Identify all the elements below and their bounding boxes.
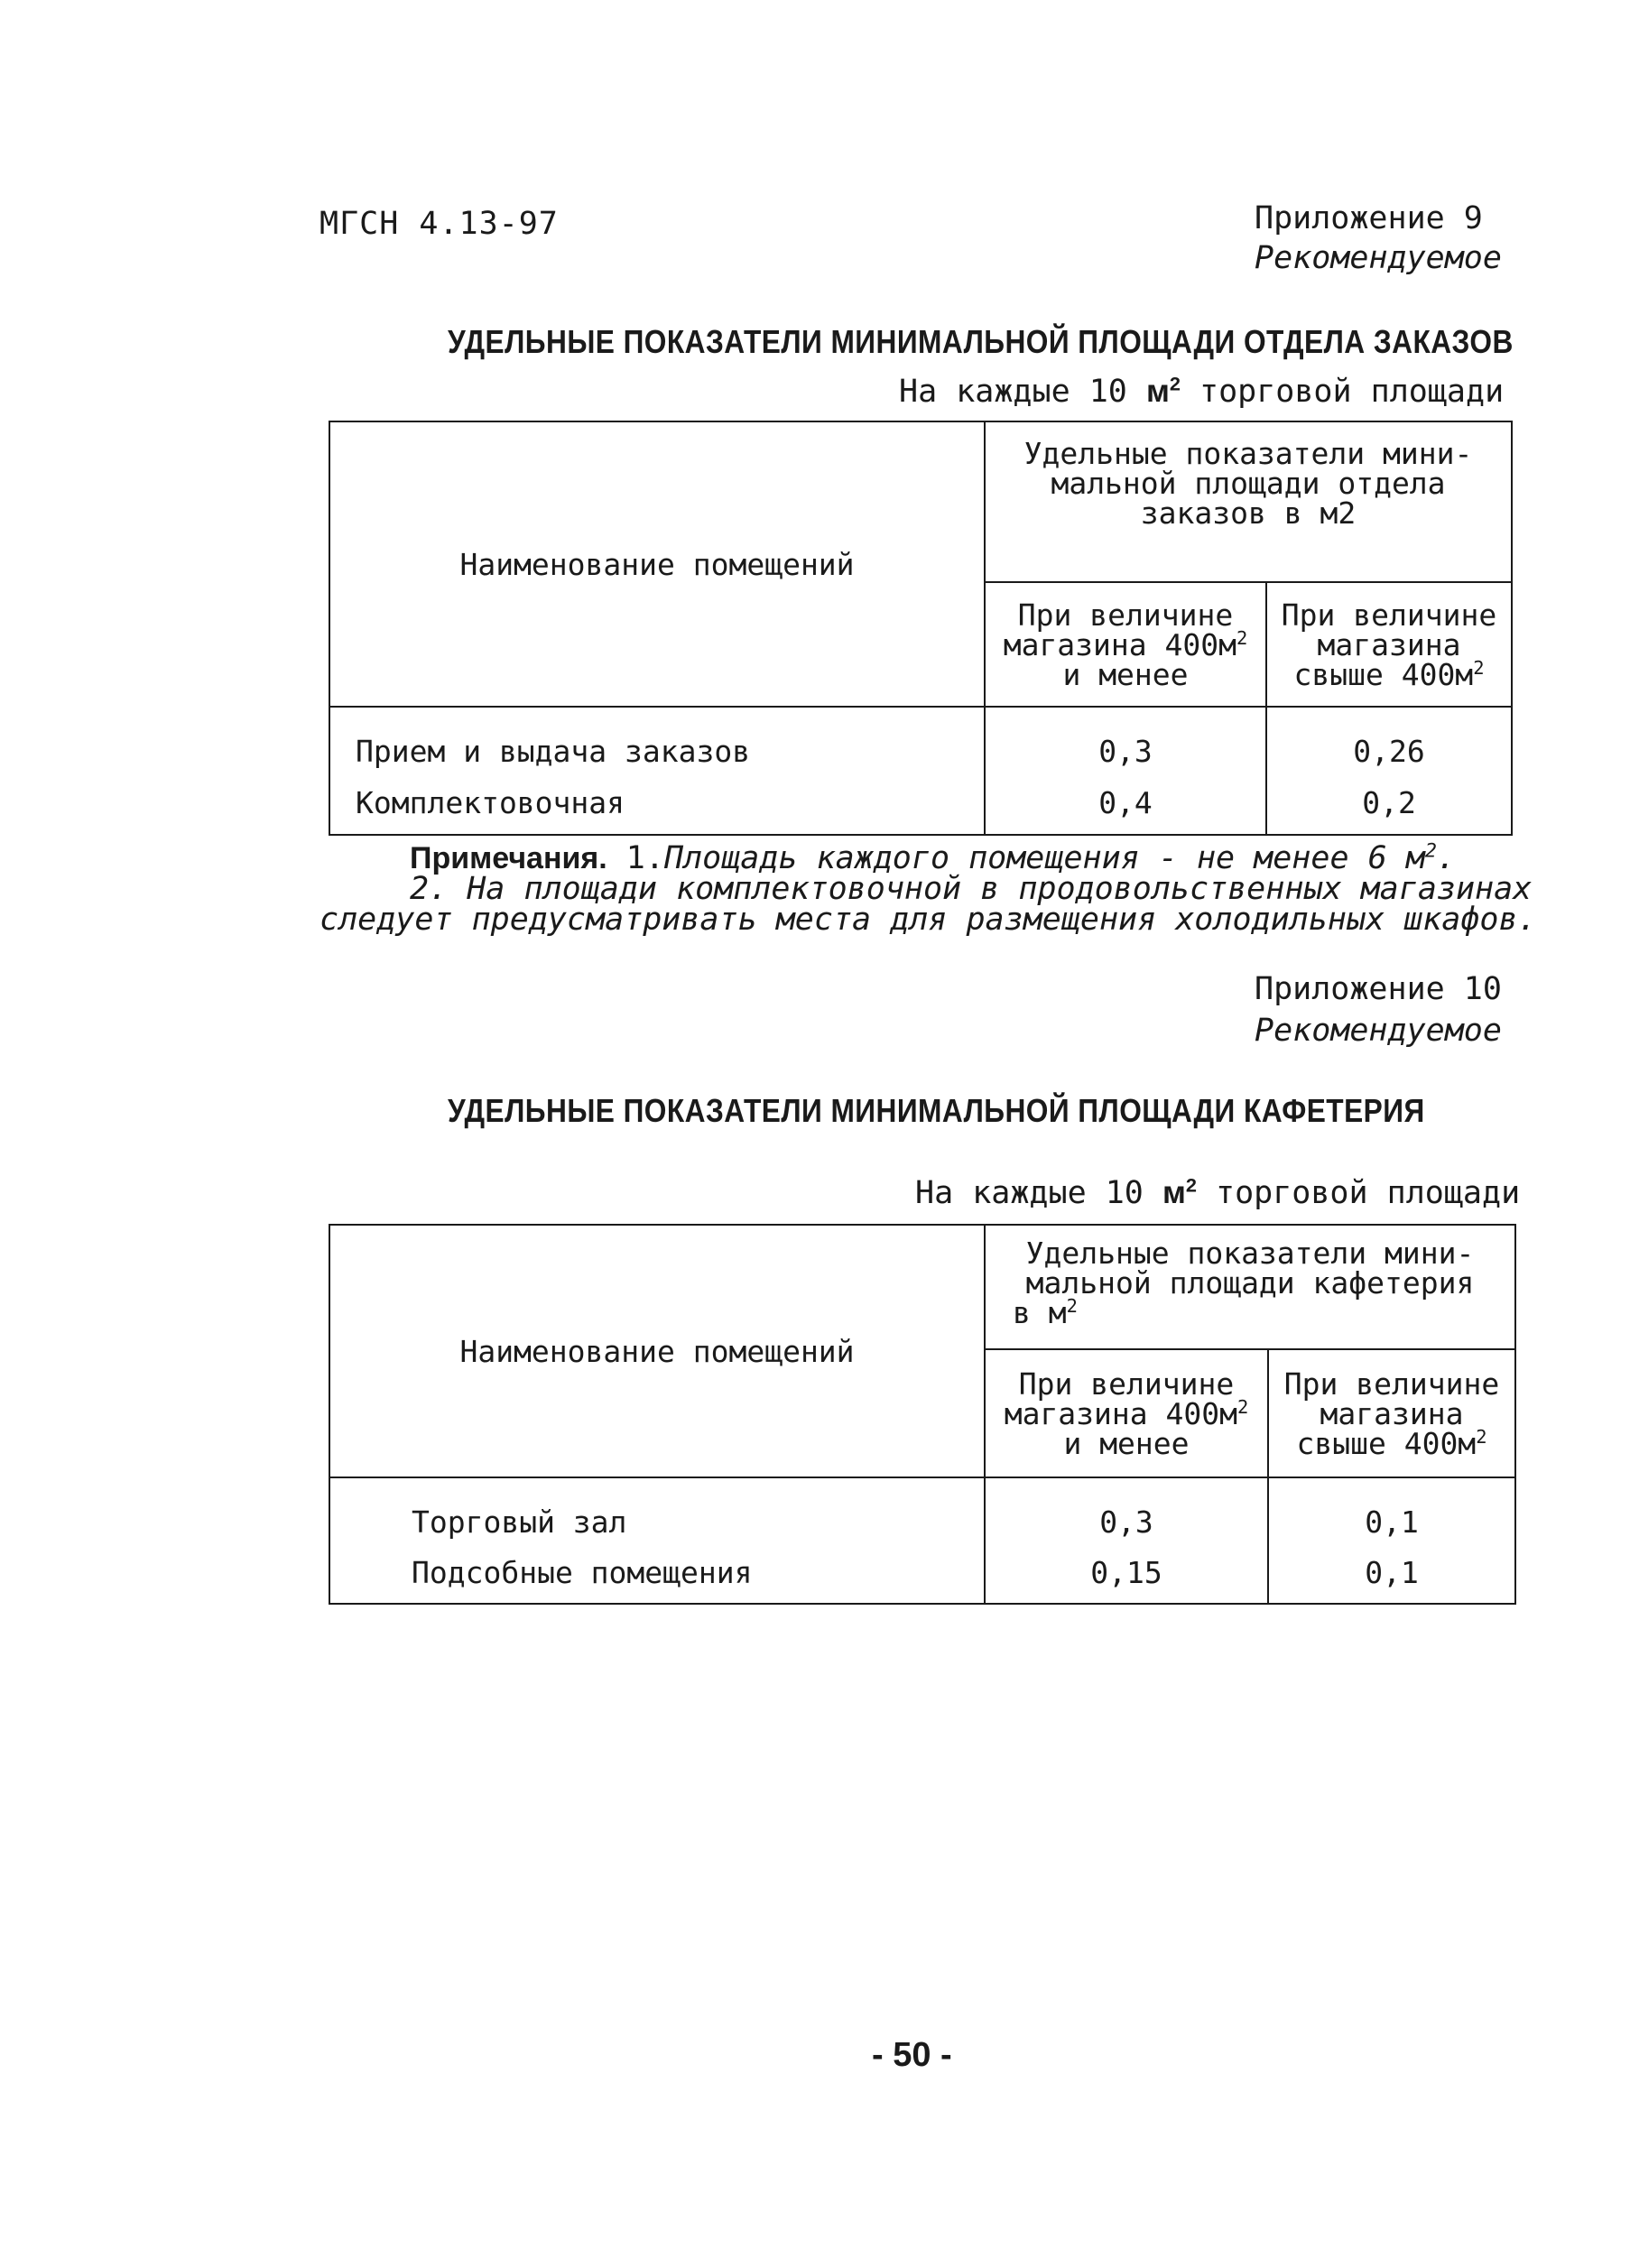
column-group-header: Удельные показатели мини- мальной площади отдела заказов в м2 [985, 421, 1512, 582]
unit-suffix: торговой площади [1199, 374, 1505, 410]
unit-suffix: торговой площади [1216, 1175, 1521, 1211]
appendix-9-title: УДЕЛЬНЫЕ ПОКАЗАТЕЛИ МИНИМАЛЬНОЙ ПЛОЩАДИ ОТДЕЛА ЗАКАЗОВ [448, 323, 1514, 360]
value-large-store: 0,26 [1266, 707, 1512, 772]
appendix-9-unit-note [899, 374, 1504, 410]
column-header-small-store: При величине магазина $400м^2$ и менее [985, 582, 1266, 707]
row-name: Подсобные помещения [329, 1542, 985, 1604]
column-header-large-store: При величине магазина свыше $400м^2$ [1266, 582, 1512, 707]
column-header-large-store: При величине магазина свыше $400м^2$ [1268, 1349, 1515, 1477]
note-2: 2. На площади комплектовочной в продовольственных магазинах [410, 871, 1533, 907]
appendix-9-label: Приложение 9 [1255, 200, 1483, 236]
appendix-10-table [329, 1224, 1516, 1605]
appendix-9-type: Рекомендуемое [1255, 240, 1502, 276]
notes-label: Примечания. [410, 841, 607, 875]
unit-symbol: $м^2$ [1162, 1173, 1197, 1210]
note-1: Площадь каждого помещения - не менее 6 $м^2$. [663, 839, 1456, 876]
appendix-10-label: Приложение 10 [1255, 971, 1502, 1007]
table-row [329, 1477, 1515, 1542]
value-small-store: 0,15 [985, 1542, 1268, 1604]
row-name: Торговый зал [329, 1477, 985, 1542]
unit-prefix: На каждые 10 [915, 1175, 1144, 1211]
unit-symbol: $м^2$ [1145, 372, 1181, 409]
value-small-store: 0,3 [985, 707, 1266, 772]
table-row [329, 1542, 1515, 1604]
note-2-continued: следует предусматривать места для размещения холодильных шкафов. [320, 902, 1537, 938]
appendix-10-unit-note [915, 1175, 1520, 1211]
column-header-room-name: Наименование помещений [329, 1225, 985, 1477]
page-number: - 50 - [872, 2036, 952, 2074]
row-name: Комплектовочная [329, 772, 985, 835]
table-row [329, 772, 1512, 835]
document-code: МГСН 4.13-97 [320, 206, 559, 242]
value-large-store: 0,2 [1266, 772, 1512, 835]
value-small-store: 0,4 [985, 772, 1266, 835]
appendix-10-type: Рекомендуемое [1255, 1013, 1502, 1049]
value-large-store: 0,1 [1268, 1477, 1515, 1542]
table-row [329, 707, 1512, 772]
column-group-header: Удельные показатели мини- мальной площади кафетерия в $м^2$ [985, 1225, 1515, 1349]
value-large-store: 0,1 [1268, 1542, 1515, 1604]
appendix-10-title: УДЕЛЬНЫЕ ПОКАЗАТЕЛИ МИНИМАЛЬНОЙ ПЛОЩАДИ КАФЕТЕРИЯ [448, 1092, 1425, 1129]
column-header-room-name: Наименование помещений [329, 421, 985, 707]
value-small-store: 0,3 [985, 1477, 1268, 1542]
appendix-9-notes: Примечания. 1.Площадь каждого помещения - не менее 6 $м^2$. 2. На площади комплектовочной в продовольственных магазинах следует предусматривать места для размещения холодильных шкафов. [320, 839, 1537, 938]
row-name: Прием и выдача заказов [329, 707, 985, 772]
column-header-small-store: При величине магазина $400м^2$ и менее [985, 1349, 1268, 1477]
unit-prefix: На каждые 10 [899, 374, 1127, 410]
appendix-9-table [329, 421, 1513, 836]
